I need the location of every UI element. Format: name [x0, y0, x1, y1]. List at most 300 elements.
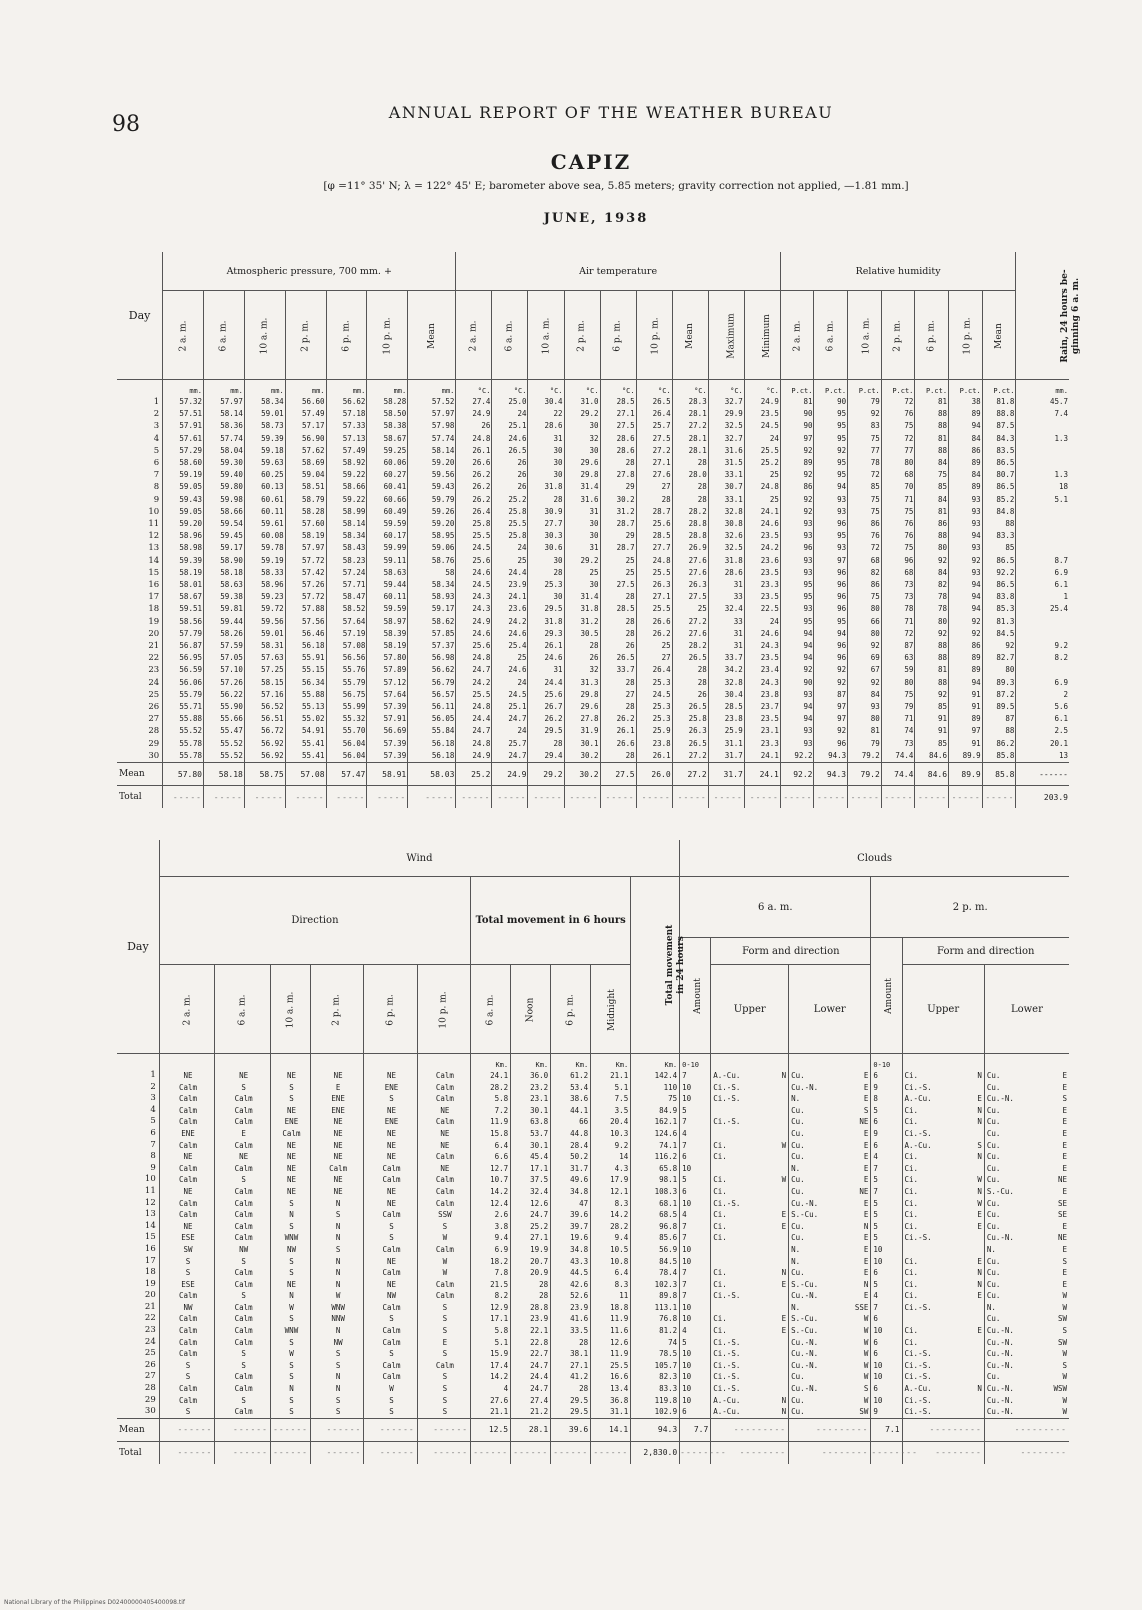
table-cell: 26.5 — [688, 738, 707, 748]
table-cell: 57.19 — [342, 628, 366, 638]
cloud-form: Cu. — [986, 1372, 1001, 1382]
cloud-cell — [987, 1302, 1069, 1314]
table-cell: 7 — [873, 1186, 878, 1196]
table-cell: 59.01 — [261, 409, 284, 419]
table-cell: NE — [286, 1186, 296, 1196]
table-cell: 28.8 — [530, 1302, 549, 1312]
table-cell: 81 — [938, 665, 948, 675]
table-cell: 58.33 — [261, 567, 284, 577]
table-cell: 30.2 — [616, 494, 635, 504]
table-cell: 72 — [904, 628, 914, 638]
table-cell: 25.5 — [652, 604, 671, 614]
table-cell: 90 — [837, 397, 847, 406]
amount-6am-column — [680, 1054, 711, 1419]
table-cell: 25.6 — [472, 641, 491, 651]
table-cell: 5.8 — [494, 1094, 509, 1104]
table-cell: 57.17 — [301, 421, 325, 431]
table-cell: 93 — [971, 567, 981, 577]
table-cell: NW — [387, 1291, 397, 1301]
table-cell: 27.2 — [688, 421, 707, 431]
table-cell: 23.5 — [760, 653, 779, 663]
table-cell: Calm — [435, 1094, 454, 1104]
cloud-form: Ci. — [904, 1256, 919, 1266]
table-cell: 27.6 — [652, 470, 671, 480]
table-cell: 30.8 — [724, 519, 743, 529]
cloud-form: N. — [986, 1302, 996, 1312]
pressure-col-4-label: 6 p. m. — [341, 319, 352, 352]
cloud-cell — [905, 1302, 984, 1314]
table-cell: 95 — [837, 470, 847, 480]
table-cell: 57.08 — [342, 641, 366, 651]
table-cell: 17.9 — [610, 1175, 629, 1185]
total-empty: ----- — [456, 786, 492, 809]
cloud-form: Cu.-N. — [986, 1233, 1014, 1243]
table-cell: 28.5 — [616, 604, 635, 614]
table-cell: Calm — [435, 1071, 454, 1080]
table-cell: 24.3 — [760, 641, 779, 651]
table-cell: 23.2 — [530, 1082, 549, 1092]
table-cell: 56.79 — [431, 677, 455, 687]
table-cell: 25.5 — [472, 689, 491, 699]
upper-6am-column — [711, 1054, 789, 1419]
temperature-column-8 — [744, 380, 780, 763]
pressure-temperature-humidity-table — [117, 252, 1082, 808]
table-cell: 80 — [904, 677, 914, 687]
table-cell: 58.04 — [220, 445, 243, 455]
table-cell: 25 — [589, 567, 599, 577]
cloud-cell — [905, 1209, 984, 1221]
table-cell: 23.9 — [508, 580, 527, 590]
table-cell: 13 — [1058, 750, 1068, 760]
table-cell: 28 — [661, 494, 671, 504]
table-cell: 10 — [873, 1360, 883, 1370]
table-cell: 24.5 — [508, 689, 527, 699]
table-cell: 58.50 — [383, 409, 407, 419]
table-cell: NE — [286, 1279, 296, 1289]
table-cell: 94 — [837, 628, 847, 638]
table-cell: 59.17 — [220, 543, 243, 553]
temp-col-4 — [600, 291, 636, 380]
total-empty: ----- — [814, 786, 848, 809]
cloud-cell — [713, 1232, 788, 1244]
table-cell: 23.5 — [760, 409, 779, 419]
pressure-col-5 — [367, 291, 408, 380]
cloud-direction: W — [863, 1326, 869, 1336]
table-cell: 85.3 — [996, 604, 1015, 614]
table-cell: NE — [440, 1140, 450, 1150]
day-column — [117, 380, 163, 763]
table-cell: 57.16 — [261, 689, 284, 699]
table-cell: NE — [286, 1152, 296, 1162]
table-cell: 71 — [904, 714, 914, 724]
cloud-direction: W — [1062, 1395, 1067, 1405]
cloud-form: A.-Cu. — [713, 1395, 741, 1405]
table-cell: 74.4 — [895, 750, 914, 760]
table-cell: S — [289, 1256, 294, 1266]
table-cell: 97 — [971, 726, 981, 736]
total-total24: 2,830.0 — [631, 1441, 680, 1464]
table-cell: 24.6 — [508, 628, 527, 638]
table-cell: 59.22 — [342, 494, 366, 504]
table-cell: 25.8 — [472, 519, 491, 529]
table-cell: 5.6 — [1054, 702, 1068, 712]
table-cell: 34.2 — [724, 665, 743, 675]
table-cell: 68 — [904, 567, 914, 577]
total-empty: ----- — [636, 786, 672, 809]
table-cell: 84 — [938, 567, 948, 577]
cloud-cell — [791, 1105, 870, 1117]
table-cell: 28.8 — [688, 531, 707, 541]
table-cell: 74.1 — [659, 1140, 678, 1150]
table-cell: 25 — [697, 604, 707, 614]
table-cell: 80 — [870, 714, 880, 724]
mean-value: 24.1 — [744, 763, 780, 786]
table-cell: 56.62 — [342, 397, 366, 406]
cloud-direction: SW — [1057, 1314, 1067, 1324]
day-header-bottom: Day — [117, 840, 159, 1054]
cloud-form: Ci.-S. — [904, 1302, 932, 1312]
total-empty: ----- — [672, 786, 708, 809]
temperature-column-5 — [636, 380, 672, 763]
table-cell: 32 — [589, 433, 599, 443]
table-cell: 57.25 — [261, 665, 284, 675]
table-cell: 30.9 — [544, 506, 563, 516]
table-cell: 24.8 — [472, 702, 491, 712]
cloud-cell — [905, 1186, 984, 1198]
cloud-direction: E — [863, 1198, 869, 1208]
table-cell: 86.5 — [996, 458, 1015, 468]
temperature-column-7-unit: °C. — [730, 387, 743, 395]
table-cell: 57.39 — [383, 750, 407, 760]
cloud-cell — [713, 1290, 788, 1302]
day-cell: 26 — [144, 1359, 156, 1370]
table-cell: NW — [286, 1244, 296, 1254]
table-cell: 25 — [625, 567, 635, 577]
table-cell: 28 — [697, 458, 707, 468]
table-cell: S — [335, 1407, 341, 1417]
table-cell: 27.4 — [472, 397, 491, 406]
total-empty: -------- — [680, 1441, 711, 1464]
table-cell: 7.4 — [1054, 409, 1068, 419]
table-cell: 24 — [517, 726, 527, 736]
table-cell: 7 — [682, 1233, 687, 1243]
cloud-cell — [713, 1348, 788, 1360]
mean-empty: --------- — [711, 1418, 789, 1441]
cloud-direction: W — [863, 1360, 869, 1370]
table-cell: 58.14 — [220, 409, 243, 419]
cloud-form: Cu. — [986, 1163, 1001, 1173]
table-cell: 26.5 — [688, 702, 707, 712]
cloud-form: Cu. — [986, 1117, 1001, 1127]
table-cell: 56.06 — [179, 677, 202, 687]
cloud-direction: E — [1062, 1152, 1067, 1162]
table-cell: 14.2 — [610, 1210, 629, 1220]
table-cell: 83.8 — [996, 592, 1015, 602]
table-cell: 55.99 — [342, 702, 366, 712]
cloud-form: S.-Cu. — [986, 1186, 1014, 1196]
table-cell: 81 — [938, 506, 948, 516]
cloud-cell — [713, 1256, 788, 1268]
cloud-cell — [987, 1151, 1069, 1163]
table-cell: 24.3 — [760, 677, 779, 687]
cloud-form: Ci.-S. — [713, 1198, 741, 1208]
table-cell: 31 — [733, 641, 743, 651]
table-cell: 47 — [579, 1198, 589, 1208]
mean-empty: --------- — [984, 1418, 1069, 1441]
cloud-cell — [713, 1128, 788, 1140]
table-cell: N — [335, 1233, 341, 1243]
table-cell: 30 — [589, 580, 599, 590]
table-cell: 93 — [971, 494, 981, 504]
direction-unit — [366, 1060, 416, 1070]
table-cell: 27.1 — [570, 1360, 589, 1370]
table-cell: 4 — [682, 1128, 687, 1138]
table-cell: 58.28 — [301, 506, 325, 516]
day-cell: 23 — [148, 665, 160, 676]
table-cell: NW — [183, 1302, 193, 1312]
cloud-form: Ci.-S. — [904, 1360, 932, 1370]
table-cell: 2 — [1063, 689, 1068, 699]
pressure-column-6 — [408, 380, 456, 763]
table-cell: N — [335, 1326, 341, 1336]
cloud-cell — [987, 1360, 1069, 1372]
cloud-form: Ci. — [713, 1210, 727, 1220]
table-cell: 58.38 — [383, 421, 407, 431]
table-cell: 10 — [682, 1314, 692, 1324]
day-cell: 24 — [144, 1336, 156, 1347]
table-cell: 59.25 — [383, 445, 407, 455]
cloud-direction: NE — [1057, 1175, 1067, 1185]
table-cell: 85.2 — [996, 494, 1015, 504]
table-cell: 84.8 — [996, 506, 1015, 516]
cloud-cell — [987, 1325, 1069, 1337]
mean-rain: ------ — [1016, 763, 1069, 786]
cloud-form: Cu. — [986, 1082, 1001, 1092]
table-cell: 26.1 — [652, 750, 671, 760]
cloud-form: Ci.-S. — [713, 1117, 741, 1127]
table-cell: 7.5 — [614, 1094, 629, 1104]
table-cell: 24.7 — [530, 1210, 549, 1220]
table-cell: 24.5 — [652, 689, 671, 699]
cloud-form: Cu.-N. — [986, 1407, 1014, 1417]
table-cell: 26.5 — [616, 653, 635, 663]
table-cell: 28 — [625, 458, 635, 468]
direction-col-5-label: 10 p. m. — [438, 990, 449, 1029]
cloud-form: Cu.-N. — [986, 1384, 1014, 1394]
table-cell: 12.9 — [490, 1302, 509, 1312]
movement-column-3 — [591, 1054, 631, 1419]
table-cell: 68 — [870, 555, 880, 565]
cloud-cell — [713, 1186, 788, 1198]
cloud-direction: E — [1062, 1105, 1067, 1115]
table-cell: 31.4 — [580, 482, 599, 492]
cloud-direction: E — [781, 1326, 787, 1336]
table-cell: 85 — [938, 482, 948, 492]
table-cell: 20.7 — [530, 1256, 549, 1266]
table-cell: Calm — [382, 1326, 401, 1336]
table-cell: S — [389, 1349, 394, 1359]
cloud-form: Cu.-N. — [986, 1360, 1014, 1370]
cloud-form: Cu. — [986, 1128, 1001, 1138]
total24-column — [631, 1054, 680, 1419]
table-cell: 92.2 — [996, 567, 1015, 577]
table-cell: 20.9 — [530, 1268, 549, 1278]
cloud-cell — [987, 1198, 1069, 1210]
table-cell: 55.41 — [301, 750, 325, 760]
cloud-form: Cu.-N. — [791, 1384, 819, 1394]
table-cell: 96 — [837, 580, 847, 590]
table-cell: 10 — [682, 1163, 692, 1173]
direction-col-2-label: 10 a. m. — [285, 991, 296, 1028]
table-cell: 58.34 — [342, 531, 366, 541]
table-cell: 6.1 — [1054, 714, 1068, 724]
day-cell: 2 — [150, 1081, 156, 1092]
table-cell: 58.28 — [383, 397, 407, 406]
table-cell: 57.24 — [342, 567, 366, 577]
wind-header: Wind — [159, 840, 679, 877]
table-cell: 76.8 — [659, 1314, 678, 1324]
table-cell: 55.52 — [179, 726, 202, 736]
table-cell: 27.5 — [616, 580, 635, 590]
total-empty: ------ — [551, 1441, 591, 1464]
cloud-direction: W — [1062, 1349, 1067, 1359]
cloud-direction: E — [863, 1291, 869, 1301]
table-cell: S — [389, 1395, 394, 1405]
table-cell: 58.43 — [342, 543, 366, 553]
cloud-direction: E — [863, 1256, 869, 1266]
table-cell: 25 — [625, 555, 635, 565]
table-cell: S — [289, 1395, 294, 1405]
cloud-direction: NE — [859, 1117, 869, 1127]
table-cell: 28 — [697, 677, 707, 687]
pressure-column-2 — [244, 380, 285, 763]
table-cell: 31.8 — [580, 604, 599, 614]
cloud-direction: E — [1062, 1128, 1067, 1138]
table-cell: 94 — [971, 580, 981, 590]
day-cell: 21 — [144, 1301, 156, 1312]
table-cell: 9 — [873, 1128, 878, 1138]
cloud-form: Ci. — [904, 1291, 919, 1301]
table-cell: 22.1 — [530, 1326, 549, 1336]
direction-unit — [162, 1060, 215, 1070]
table-cell: 56.95 — [179, 653, 202, 663]
table-cell: 28 — [697, 665, 707, 675]
table-cell: S — [389, 1221, 394, 1231]
table-cell: 7 — [682, 1268, 687, 1278]
table-cell: 25.7 — [508, 738, 527, 748]
table-cell: 6.9 — [1054, 677, 1068, 687]
table-cell: Calm — [234, 1233, 253, 1243]
table-cell: 27.1 — [652, 592, 671, 602]
table-cell: 87.2 — [996, 689, 1015, 699]
table-cell: 60.27 — [383, 470, 407, 480]
table-cell: 60.17 — [383, 531, 407, 541]
day-cell: 4 — [150, 1104, 156, 1115]
pressure-column-3 — [285, 380, 326, 763]
table-cell: 3.8 — [494, 1221, 509, 1231]
table-cell: 20.4 — [610, 1117, 629, 1127]
day-cell: 15 — [144, 1232, 156, 1243]
temp-col-0-label: 2 a. m. — [468, 319, 479, 352]
table-cell: 87.5 — [996, 421, 1015, 431]
cloud-cell — [791, 1395, 870, 1407]
table-cell: 55.91 — [301, 653, 325, 663]
table-cell: 56.18 — [431, 738, 455, 748]
table-cell: Calm — [234, 1117, 253, 1127]
table-cell: W — [442, 1256, 448, 1266]
table-cell: 75 — [668, 1094, 678, 1104]
day-cell: 10 — [144, 1174, 156, 1185]
table-cell: ESE — [181, 1233, 195, 1243]
table-cell: 58.19 — [179, 567, 202, 577]
table-cell: Calm — [382, 1244, 401, 1254]
cloud-cell — [713, 1174, 788, 1186]
table-cell: 6 — [873, 1071, 878, 1080]
table-cell: 110 — [663, 1082, 678, 1092]
table-cell: 23.5 — [760, 567, 779, 577]
table-cell: 93 — [803, 726, 813, 736]
table-cell: 57.79 — [179, 628, 202, 638]
table-cell: 95 — [837, 616, 847, 626]
table-cell: 56.04 — [342, 738, 366, 748]
table-cell: Calm — [382, 1268, 401, 1278]
table-cell: 63 — [904, 653, 914, 663]
lower-2pm-header: Lower — [984, 965, 1069, 1054]
humidity-column-0-unit: P.ct. — [791, 387, 813, 395]
table-cell: S — [289, 1198, 294, 1208]
table-cell: 15.9 — [490, 1349, 509, 1359]
table-cell: 5.8 — [494, 1326, 509, 1336]
table-cell: 89 — [971, 714, 981, 724]
table-cell: 59.98 — [220, 494, 243, 504]
table-cell: 81 — [870, 726, 880, 736]
cloud-direction: S — [1062, 1326, 1067, 1336]
cloud-cell — [791, 1256, 870, 1268]
table-cell: 57.64 — [383, 689, 407, 699]
table-cell: Calm — [234, 1163, 253, 1173]
cloud-direction: W — [1062, 1372, 1067, 1382]
humidity-column-6-unit: P.ct. — [993, 387, 1015, 395]
cloud-cell — [791, 1313, 870, 1325]
table-cell: 57.62 — [301, 445, 325, 455]
cloud-form: Ci. — [713, 1314, 727, 1324]
cloud-cell — [905, 1163, 984, 1175]
cloud-form: Cu. — [986, 1314, 1001, 1324]
table-cell: NE — [333, 1071, 343, 1080]
cloud-direction: W — [863, 1349, 869, 1359]
table-cell: 6.6 — [494, 1152, 509, 1162]
cloud-cell — [905, 1151, 984, 1163]
day-cell: 28 — [144, 1383, 156, 1394]
table-cell: 56.60 — [301, 397, 325, 406]
table-cell: 59.79 — [431, 494, 455, 504]
table-cell: Calm — [234, 1384, 253, 1394]
table-cell: W — [442, 1268, 448, 1278]
total-empty: ----- — [564, 786, 600, 809]
table-cell: ENE — [331, 1094, 345, 1104]
total-empty: ------ — [471, 1441, 511, 1464]
table-cell: 58.26 — [220, 628, 243, 638]
table-cell: 57.80 — [383, 653, 407, 663]
total-empty: ----- — [708, 786, 744, 809]
table-cell: Calm — [282, 1128, 301, 1138]
table-cell: 89 — [971, 665, 981, 675]
table-cell: 26.4 — [652, 665, 671, 675]
temperature-column-2-unit: °C. — [549, 387, 563, 395]
table-cell: 59.56 — [261, 616, 284, 626]
table-cell: 23.9 — [570, 1302, 589, 1312]
pressure-column-1-unit: mm. — [230, 387, 243, 395]
